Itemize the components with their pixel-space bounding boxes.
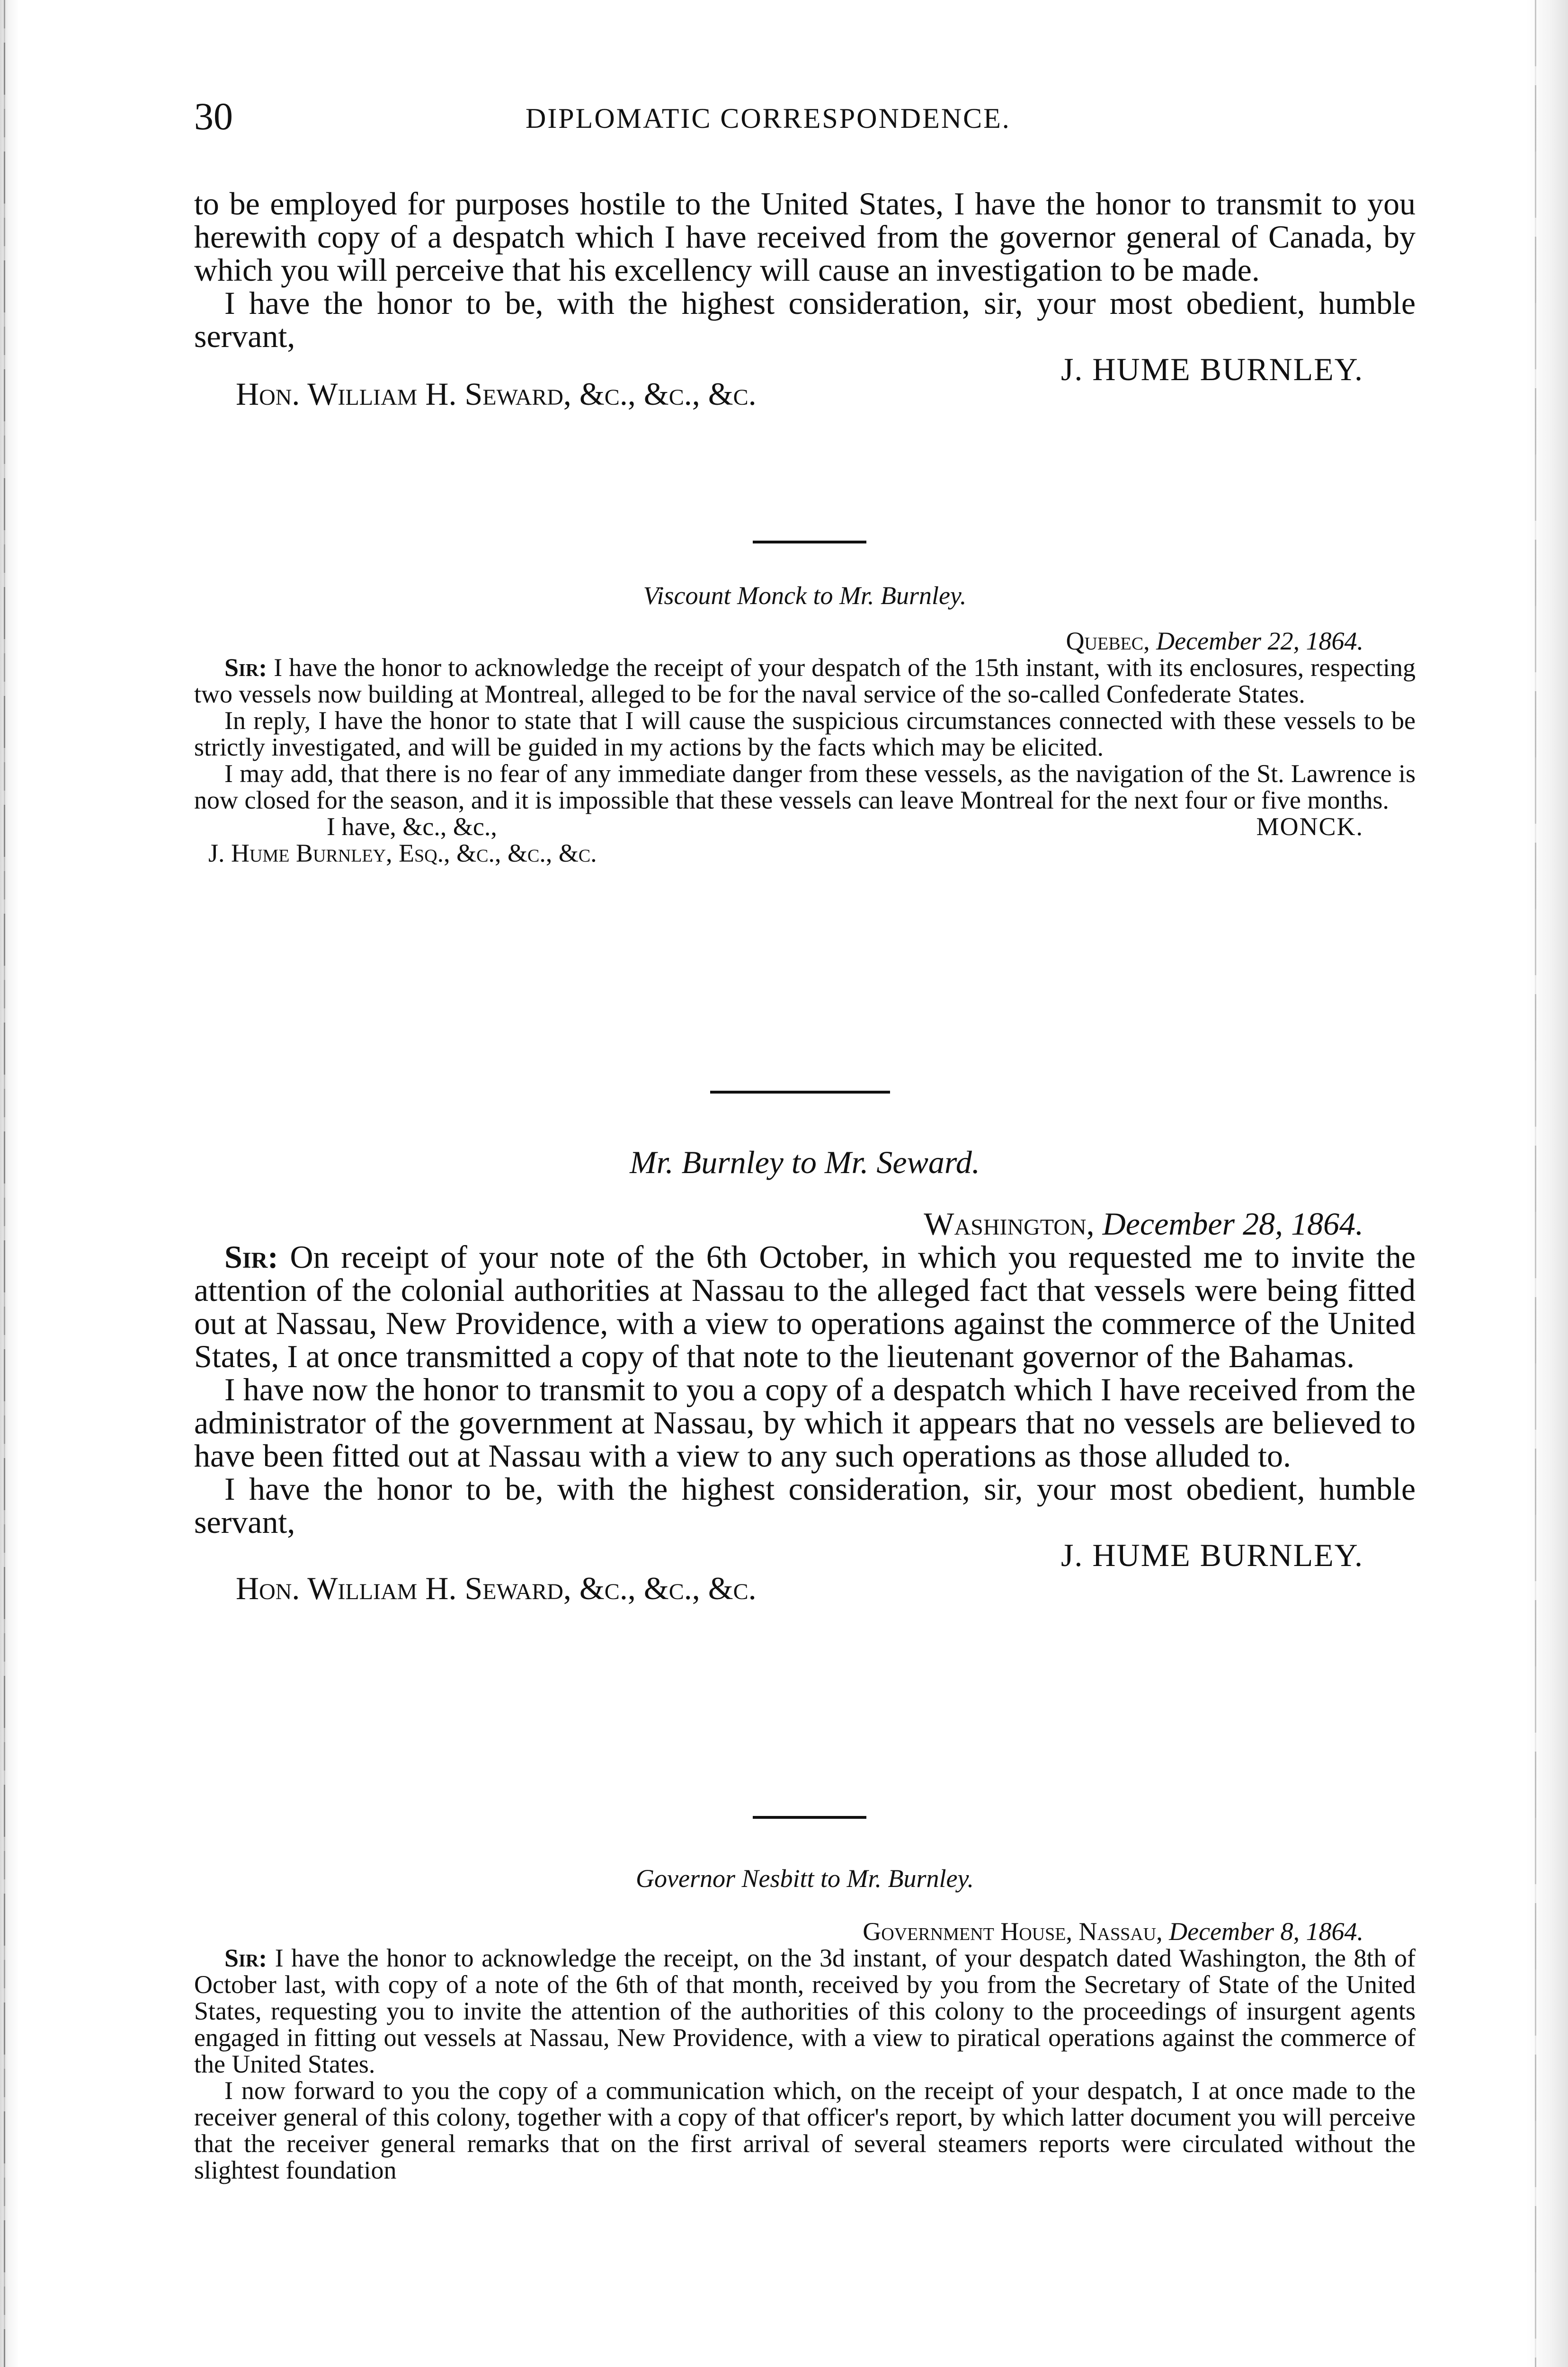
section-divider	[710, 1091, 890, 1094]
letter3-para2: I have now the honor to transmit to you a copy of a despatch which I have received from the administrator of the government at Nassau, by which it appears that no vessels are believed to have been fitted out at Nassau with a view to any such operations as those alluded to.	[194, 1371, 1416, 1474]
letter1-continuation	[194, 187, 1416, 410]
letter1-text: to be employed for purposes hostile to the United States, I have the honor to transmit to you herewith copy of a despatch which I have received from the governor general of Canada, by which you will perceive that his excellency will cause an investigation to be made.	[194, 186, 1416, 288]
letter4-place: Government House, Nassau,	[863, 1917, 1163, 1946]
section-divider	[753, 541, 866, 543]
letter3-para1: Sir: On receipt of your note of the 6th October, in which you requested me to invite the attention of the colonial authorities at Nassau to the alleged fact that vessels were being fitted out at Nassau, New Providence, with a view to operations against the commerce of the United States, I at once transmitted a copy of that note to the lieutenant governor of the Bahamas.	[194, 1239, 1416, 1374]
letter2-para3: I may add, that there is no fear of any immediate danger from these vessels, as the navigation of the St. Lawrence is now closed for the season, and it is impossible that these vessels can leave Montreal for the next four or five months.	[194, 759, 1416, 814]
letter1-signature: J. HUME BURNLEY.	[1060, 351, 1363, 387]
letter2-closing-line	[194, 813, 1416, 840]
letter3-addressee: Hon. William H. Seward, &c., &c., &c.	[236, 1570, 757, 1606]
letter3-place: Washington,	[924, 1206, 1095, 1242]
letter3	[194, 1146, 1416, 1605]
letter4-dateline	[194, 1918, 1416, 1945]
letter2-signature: MONCK.	[1256, 812, 1363, 841]
letter1-closing: I have the honor to be, with the highest consideration, sir, your most obedient, humble servant,	[194, 285, 1416, 354]
letter4-title: Governor Nesbitt to Mr. Burnley.	[636, 1864, 974, 1893]
letter3-title: Mr. Burnley to Mr. Seward.	[630, 1144, 980, 1180]
letter2-para1: Sir: I have the honor to acknowledge the receipt of your despatch of the 15th instant, with its enclosures, respecting two vessels now building at Montreal, alleged to be for the naval service of the so-called Confederate States.	[194, 653, 1416, 708]
letter2-salutation: Sir:	[224, 653, 267, 682]
letter2-addressee: J. Hume Burnley, Esq., &c., &c., &c.	[208, 839, 597, 867]
letter2-dateline	[194, 628, 1416, 654]
letter4-para2: I now forward to you the copy of a communication which, on the receipt of your despatch, I at once made to the receiver general of this colony, together with a copy of that officer's report, by which latter document you will perceive that the receiver general remarks that on the first arrival of several steamers reports were circulated without the slightest foundation	[194, 2076, 1416, 2184]
letter2-title: Viscount Monck to Mr. Burnley.	[643, 581, 967, 610]
letter3-date: December 28, 1864.	[1102, 1206, 1363, 1242]
running-title: DIPLOMATIC CORRESPONDENCE.	[526, 103, 1011, 134]
letter3-signature: J. HUME BURNLEY.	[1060, 1537, 1363, 1573]
letter1-addressee: Hon. William H. Seward, &c., &c., &c.	[236, 376, 757, 412]
letter3-dateline	[194, 1207, 1416, 1240]
letter2-para2: In reply, I have the honor to state that I will cause the suspicious circumstances connected with these vessels to be strictly investigated, and will be guided in my actions by the facts which may be elicited.	[194, 706, 1416, 761]
letter4-salutation: Sir:	[224, 1944, 267, 1972]
letter4-para1: Sir: I have the honor to acknowledge the receipt, on the 3d instant, of your despatch dated Washington, the 8th of October last, with copy of a note of the 6th of that month, received by you from the Secretary of State of the United States, requesting you to invite the attention of the authorities of this colony to the proceedings of insurgent agents engaged in fitting out vessels at Nassau, New Providence, with a view to piratical operations against the commerce of the United States.	[194, 1944, 1416, 2078]
letter4	[194, 1865, 1416, 2183]
page-number: 30	[194, 95, 233, 138]
letter3-closing: I have the honor to be, with the highest consideration, sir, your most obedient, humble servant,	[194, 1471, 1416, 1540]
section-divider	[753, 1816, 866, 1819]
letter4-date: December 8, 1864.	[1169, 1917, 1363, 1946]
page-left-edge	[0, 0, 33, 2367]
letter3-salutation: Sir:	[224, 1239, 278, 1275]
page-right-edge	[1526, 0, 1568, 2367]
page-header	[194, 93, 1425, 150]
letter2-place: Quebec,	[1066, 627, 1150, 655]
letter2-closing: I have, &c., &c.,	[327, 812, 497, 841]
letter2	[194, 582, 1416, 866]
letter2-date: December 22, 1864.	[1156, 627, 1363, 655]
